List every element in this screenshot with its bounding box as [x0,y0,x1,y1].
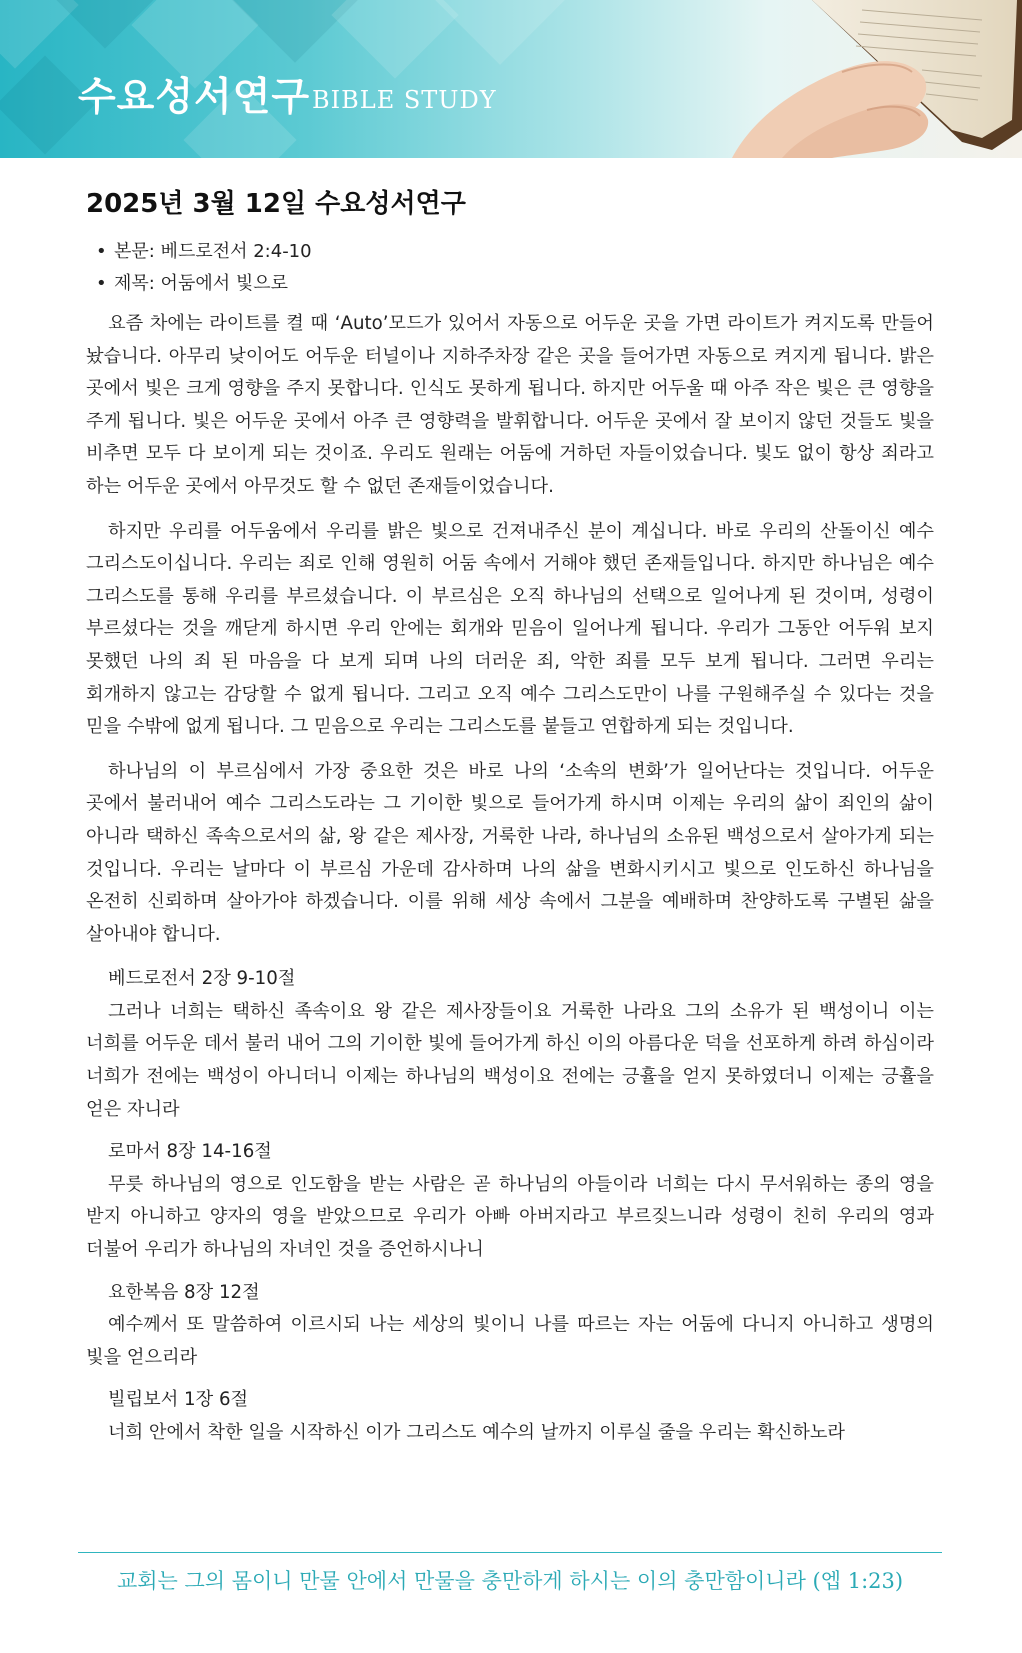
meta-passage: • 본문: 베드로전서 2:4-10 [96,236,312,268]
banner-subtitle: BIBLE STUDY [312,86,497,114]
bible-hands-illustration [662,0,1022,158]
verse-text: 예수께서 또 말씀하여 이르시되 나는 세상의 빛이니 나를 따르는 자는 어둠에 다니지 아니하고 생명의 빛을 얻으리라 [86,1314,934,1368]
meta-list [96,236,312,300]
verse-text: 너희 안에서 착한 일을 시작하신 이가 그리스도 예수의 날까지 이루실 줄을 우리는 확신하노라 [108,1422,846,1443]
verse-text: 그러나 너희는 택하신 족속이요 왕 같은 제사장들이요 거룩한 나라요 그의 소유가 된 백성이니 이는 너희를 어두운 데서 불러 내어 그의 기이한 빛에 들어가게 하신 이의 아름다운 덕을 선포하게 하려 하심이라 너희가 전에는 백성이 아니더니 이제는 하나님의 백성이요 전에는 긍휼을 얻지 못하였더니 이제는 긍휼을 얻은 자니라 [86,1000,934,1120]
footer-divider [78,1552,942,1553]
verse-reference: 요한복음 8장 12절 [108,1281,260,1303]
body-paragraph: 요즘 차에는 라이트를 켤 때 ‘Auto’모드가 있어서 자동으로 어두운 곳을 가면 라이트가 켜지도록 만들어 놨습니다. 아무리 낮이어도 어두운 터널이나 지하주차장 같은 곳을 들어가면 자동으로 켜지게 됩니다. 밝은 곳에서 빛은 크게 영향을 주지 못합니다. 인식도 못하게 됩니다. 하지만 어두울 때 아주 작은 빛은 큰 영향을 주게 됩니다. 빛은 어두운 곳에서 아주 큰 영향력을 발휘합니다. 어두운 곳에서 잘 보이지 않던 것들도 빛을 비추면 모두 다 보이게 되는 것이죠. 우리도 원래는 어둠에 거하던 자들이었습니다. 빛도 없이 항상 죄라고 하는 어두운 곳에서 아무것도 할 수 없던 존재들이었습니다. [86,313,934,497]
meta-topic: • 제목: 어둠에서 빛으로 [96,268,312,300]
sermon-body [86,308,934,1460]
body-paragraph: 하나님의 이 부르심에서 가장 중요한 것은 바로 나의 ‘소속의 변화’가 일어난다는 것입니다. 어두운 곳에서 불러내어 예수 그리스도라는 그 기이한 빛으로 들어가게 하시며 이제는 우리의 삶이 죄인의 삶이 아니라 택하신 족속으로서의 삶, 왕 같은 제사장, 거룩한 나라, 하나님의 소유된 백성으로서 살아가게 되는 것입니다. 우리는 날마다 이 부르심 가운데 감사하며 나의 삶을 변화시키시고 빛으로 인도하신 하나님을 온전히 신뢰하며 살아가야 하겠습니다. 이를 위해 세상 속에서 그분을 예배하며 찬양하도록 구별된 삶을 살아내야 합니다. [86,760,934,945]
verse-reference: 빌립보서 1장 6절 [108,1389,249,1411]
verse-reference: 베드로전서 2장 9-10절 [108,968,296,990]
verse-reference: 로마서 8장 14-16절 [108,1141,272,1163]
footer-verse: 교회는 그의 몸이니 만물 안에서 만물을 충만하게 하시는 이의 충만함이니라 (엡 1:23) [116,1569,904,1593]
header-banner [0,0,1022,158]
banner-title: 수요성서연구 [78,75,311,120]
page-title: 2025년 3월 12일 수요성서연구 [86,189,466,219]
body-paragraph: 하지만 우리를 어두움에서 우리를 밝은 빛으로 건져내주신 분이 계십니다. 바로 우리의 산돌이신 예수 그리스도이십니다. 우리는 죄로 인해 영원히 어둠 속에서 거해야 했던 존재들입니다. 하지만 하나님은 예수 그리스도를 통해 우리를 부르셨습니다. 이 부르심은 오직 하나님의 선택으로 일어나게 된 것이며, 성령이 부르셨다는 것을 깨닫게 하시면 우리 안에는 회개와 믿음이 일어나게 됩니다. 우리가 그동안 어두워 보지 못했던 나의 죄 된 마음을 다 보게 되며 나의 더러운 죄, 악한 죄를 모두 보게 됩니다. 그러면 우리는 회개하지 않고는 감당할 수 없게 됩니다. 그리고 오직 예수 그리스도만이 나를 구원해주실 수 있다는 것을 믿을 수밖에 없게 됩니다. 그 믿음으로 우리는 그리스도를 붙들고 연합하게 되는 것입니다. [86,520,934,738]
verse-text: 무릇 하나님의 영으로 인도함을 받는 사람은 곧 하나님의 아들이라 너희는 다시 무서워하는 종의 영을 받지 아니하고 양자의 영을 받았으므로 우리가 아빠 아버지라고 부르짖느니라 성령이 친히 우리의 영과 더불어 우리가 하나님의 자녀인 것을 증언하시나니 [86,1173,934,1261]
